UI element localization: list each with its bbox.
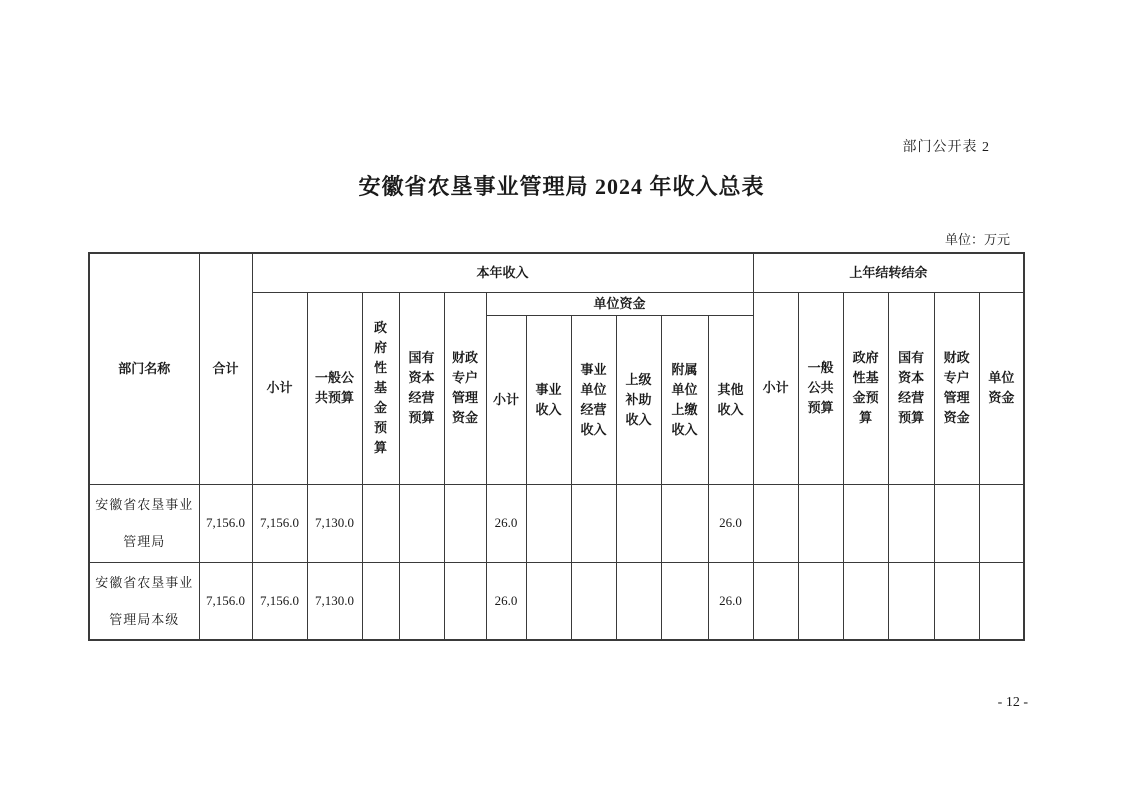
cell-cy-general-budget: 7,130.0 <box>307 484 362 562</box>
page-number: - 12 - <box>997 695 1028 710</box>
cell-uf-operating-income <box>571 562 616 640</box>
cell-total: 7,156.0 <box>199 562 252 640</box>
cell-cy-subtotal: 7,156.0 <box>252 562 307 640</box>
header-py-state-capital-budget: 国有资本经营预算 <box>888 292 934 484</box>
cell-uf-affiliate-remittance <box>661 562 708 640</box>
header-py-subtotal: 小计 <box>753 292 798 484</box>
revenue-table <box>88 252 1025 641</box>
header-uf-subtotal: 小计 <box>486 315 526 484</box>
cell-uf-other-income: 26.0 <box>708 484 753 562</box>
cell-py-state-capital-budget <box>888 562 934 640</box>
header-prev-year-group: 上年结转结余 <box>753 253 1024 292</box>
cell-uf-affiliate-remittance <box>661 484 708 562</box>
page-title: 安徽省农垦事业管理局 2024 年收入总表 <box>358 174 765 199</box>
cell-py-fiscal-account-funds <box>934 484 979 562</box>
cell-uf-superior-subsidy <box>616 562 661 640</box>
cell-uf-other-income: 26.0 <box>708 562 753 640</box>
cell-cy-gov-fund-budget <box>362 484 399 562</box>
cell-py-unit-funds <box>979 484 1024 562</box>
header-py-unit-funds: 单位资金 <box>979 292 1024 484</box>
cell-uf-business-income <box>526 562 571 640</box>
cell-uf-superior-subsidy <box>616 484 661 562</box>
cell-cy-gov-fund-budget <box>362 562 399 640</box>
cell-py-general-budget <box>798 484 843 562</box>
row-name-cell: 安徽省农垦事业管理局 <box>89 484 199 562</box>
cell-py-gov-fund-budget <box>843 484 888 562</box>
header-cy-general-budget: 一般公共预算 <box>307 292 362 484</box>
header-cy-gov-fund-budget: 政府性基金预算 <box>362 292 399 484</box>
table-row <box>89 484 1024 562</box>
header-current-year-group: 本年收入 <box>252 253 753 292</box>
cell-uf-business-income <box>526 484 571 562</box>
cell-cy-fiscal-account-funds <box>444 484 486 562</box>
header-cy-fiscal-account-funds: 财政专户管理资金 <box>444 292 486 484</box>
header-uf-superior-subsidy: 上级补助收入 <box>616 315 661 484</box>
corner-table-label: 部门公开表 2 <box>902 140 990 155</box>
header-py-general-budget: 一般公共预算 <box>798 292 843 484</box>
cell-cy-fiscal-account-funds <box>444 562 486 640</box>
cell-total: 7,156.0 <box>199 484 252 562</box>
cell-py-gov-fund-budget <box>843 562 888 640</box>
header-uf-operating-income: 事业单位经营收入 <box>571 315 616 484</box>
cell-py-subtotal <box>753 484 798 562</box>
header-cy-state-capital-budget: 国有资本经营预算 <box>399 292 444 484</box>
cell-py-fiscal-account-funds <box>934 562 979 640</box>
cell-py-subtotal <box>753 562 798 640</box>
header-cy-subtotal: 小计 <box>252 292 307 484</box>
header-py-gov-fund-budget: 政府性基金预算 <box>843 292 888 484</box>
header-uf-other-income: 其他收入 <box>708 315 753 484</box>
cell-cy-state-capital-budget <box>399 562 444 640</box>
cell-py-unit-funds <box>979 562 1024 640</box>
cell-uf-subtotal: 26.0 <box>486 562 526 640</box>
header-total: 合计 <box>199 253 252 484</box>
cell-cy-general-budget: 7,130.0 <box>307 562 362 640</box>
table-row <box>89 562 1024 640</box>
cell-py-general-budget <box>798 562 843 640</box>
cell-uf-subtotal: 26.0 <box>486 484 526 562</box>
unit-label: 单位：万元 <box>944 232 1010 247</box>
header-dept-name: 部门名称 <box>89 253 199 484</box>
cell-py-state-capital-budget <box>888 484 934 562</box>
cell-cy-subtotal: 7,156.0 <box>252 484 307 562</box>
row-name-cell: 安徽省农垦事业管理局本级 <box>89 562 199 640</box>
cell-uf-operating-income <box>571 484 616 562</box>
header-unit-funds-group: 单位资金 <box>486 292 753 315</box>
header-uf-affiliate-remittance: 附属单位上缴收入 <box>661 315 708 484</box>
header-py-fiscal-account-funds: 财政专户管理资金 <box>934 292 979 484</box>
cell-cy-state-capital-budget <box>399 484 444 562</box>
header-uf-business-income: 事业收入 <box>526 315 571 484</box>
